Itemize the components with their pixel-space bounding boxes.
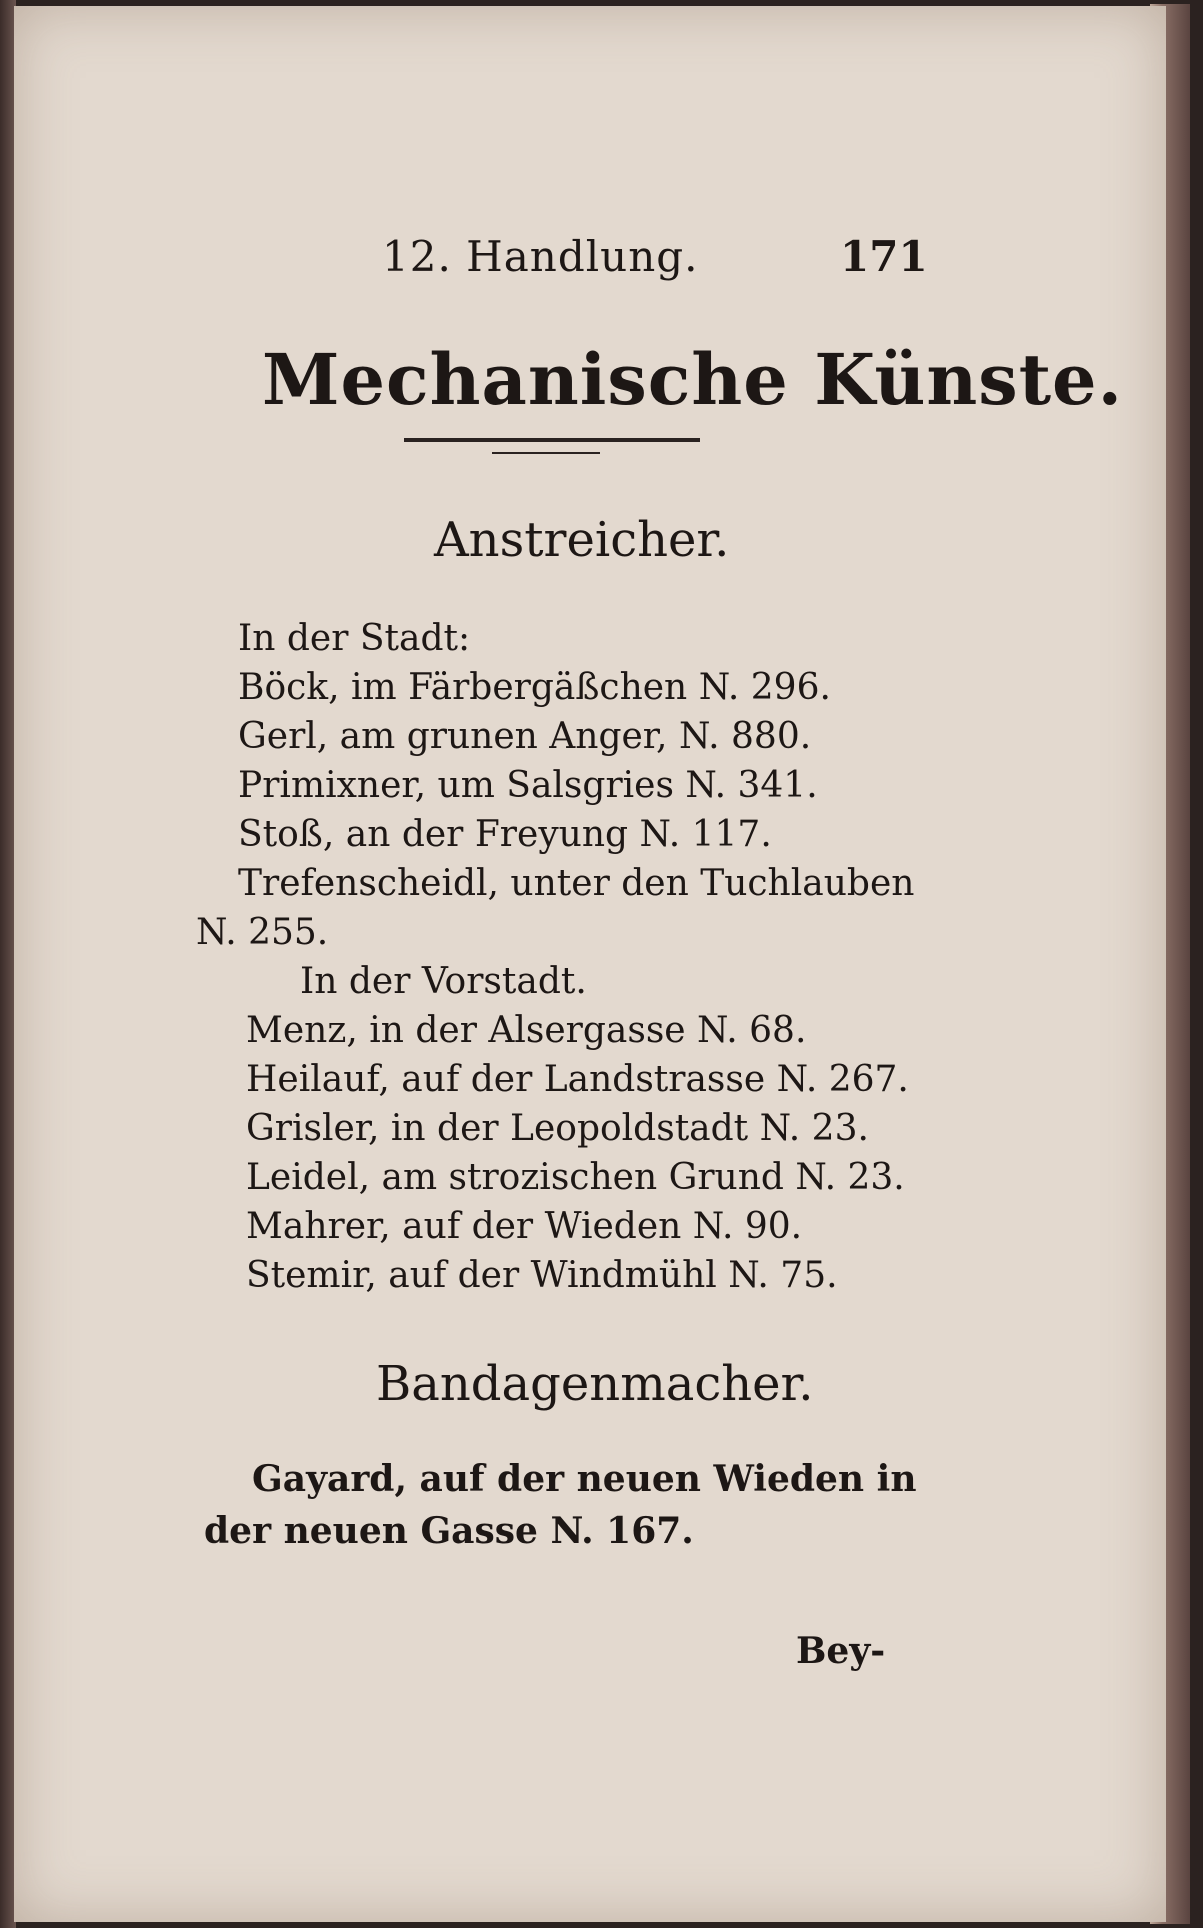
entry-line: Gerl, am grunen Anger, N. 880. (238, 716, 812, 757)
entry-line: Grisler, in der Leopoldstadt N. 23. (246, 1108, 869, 1149)
title-rule (404, 438, 700, 442)
catchword: Bey- (796, 1630, 886, 1672)
entry-line: Mahrer, auf der Wieden N. 90. (246, 1206, 803, 1247)
location-label: In der Vorstadt. (300, 961, 587, 1002)
entry-line: Leidel, am strozischen Grund N. 23. (246, 1157, 905, 1198)
entry-line: Gayard, auf der neuen Wieden in (252, 1458, 917, 1500)
entry-line: Böck, im Färbergäßchen N. 296. (238, 667, 831, 708)
page-number: 171 (840, 232, 928, 281)
location-label: In der Stadt: (238, 618, 471, 659)
running-head: 12. Handlung. (382, 232, 699, 281)
book-page (14, 6, 1166, 1922)
section-title: Mechanische Künste. (262, 338, 1123, 421)
entry-line: Stoß, an der Freyung N. 117. (238, 814, 772, 855)
subheading-anstreicher: Anstreicher. (434, 512, 730, 568)
entry-line: Trefenscheidl, unter den Tuchlauben (238, 863, 915, 904)
entry-line: Menz, in der Alsergasse N. 68. (246, 1010, 807, 1051)
entry-line: Heilauf, auf der Landstrasse N. 267. (246, 1059, 909, 1100)
subheading-bandagenmacher: Bandagenmacher. (376, 1356, 814, 1412)
entry-line-continuation: N. 255. (196, 912, 329, 953)
entry-line-continuation: der neuen Gasse N. 167. (204, 1510, 694, 1552)
title-rule-short (492, 452, 600, 454)
entry-line: Stemir, auf der Windmühl N. 75. (246, 1255, 838, 1296)
entry-line: Primixner, um Salsgries N. 341. (238, 765, 818, 806)
